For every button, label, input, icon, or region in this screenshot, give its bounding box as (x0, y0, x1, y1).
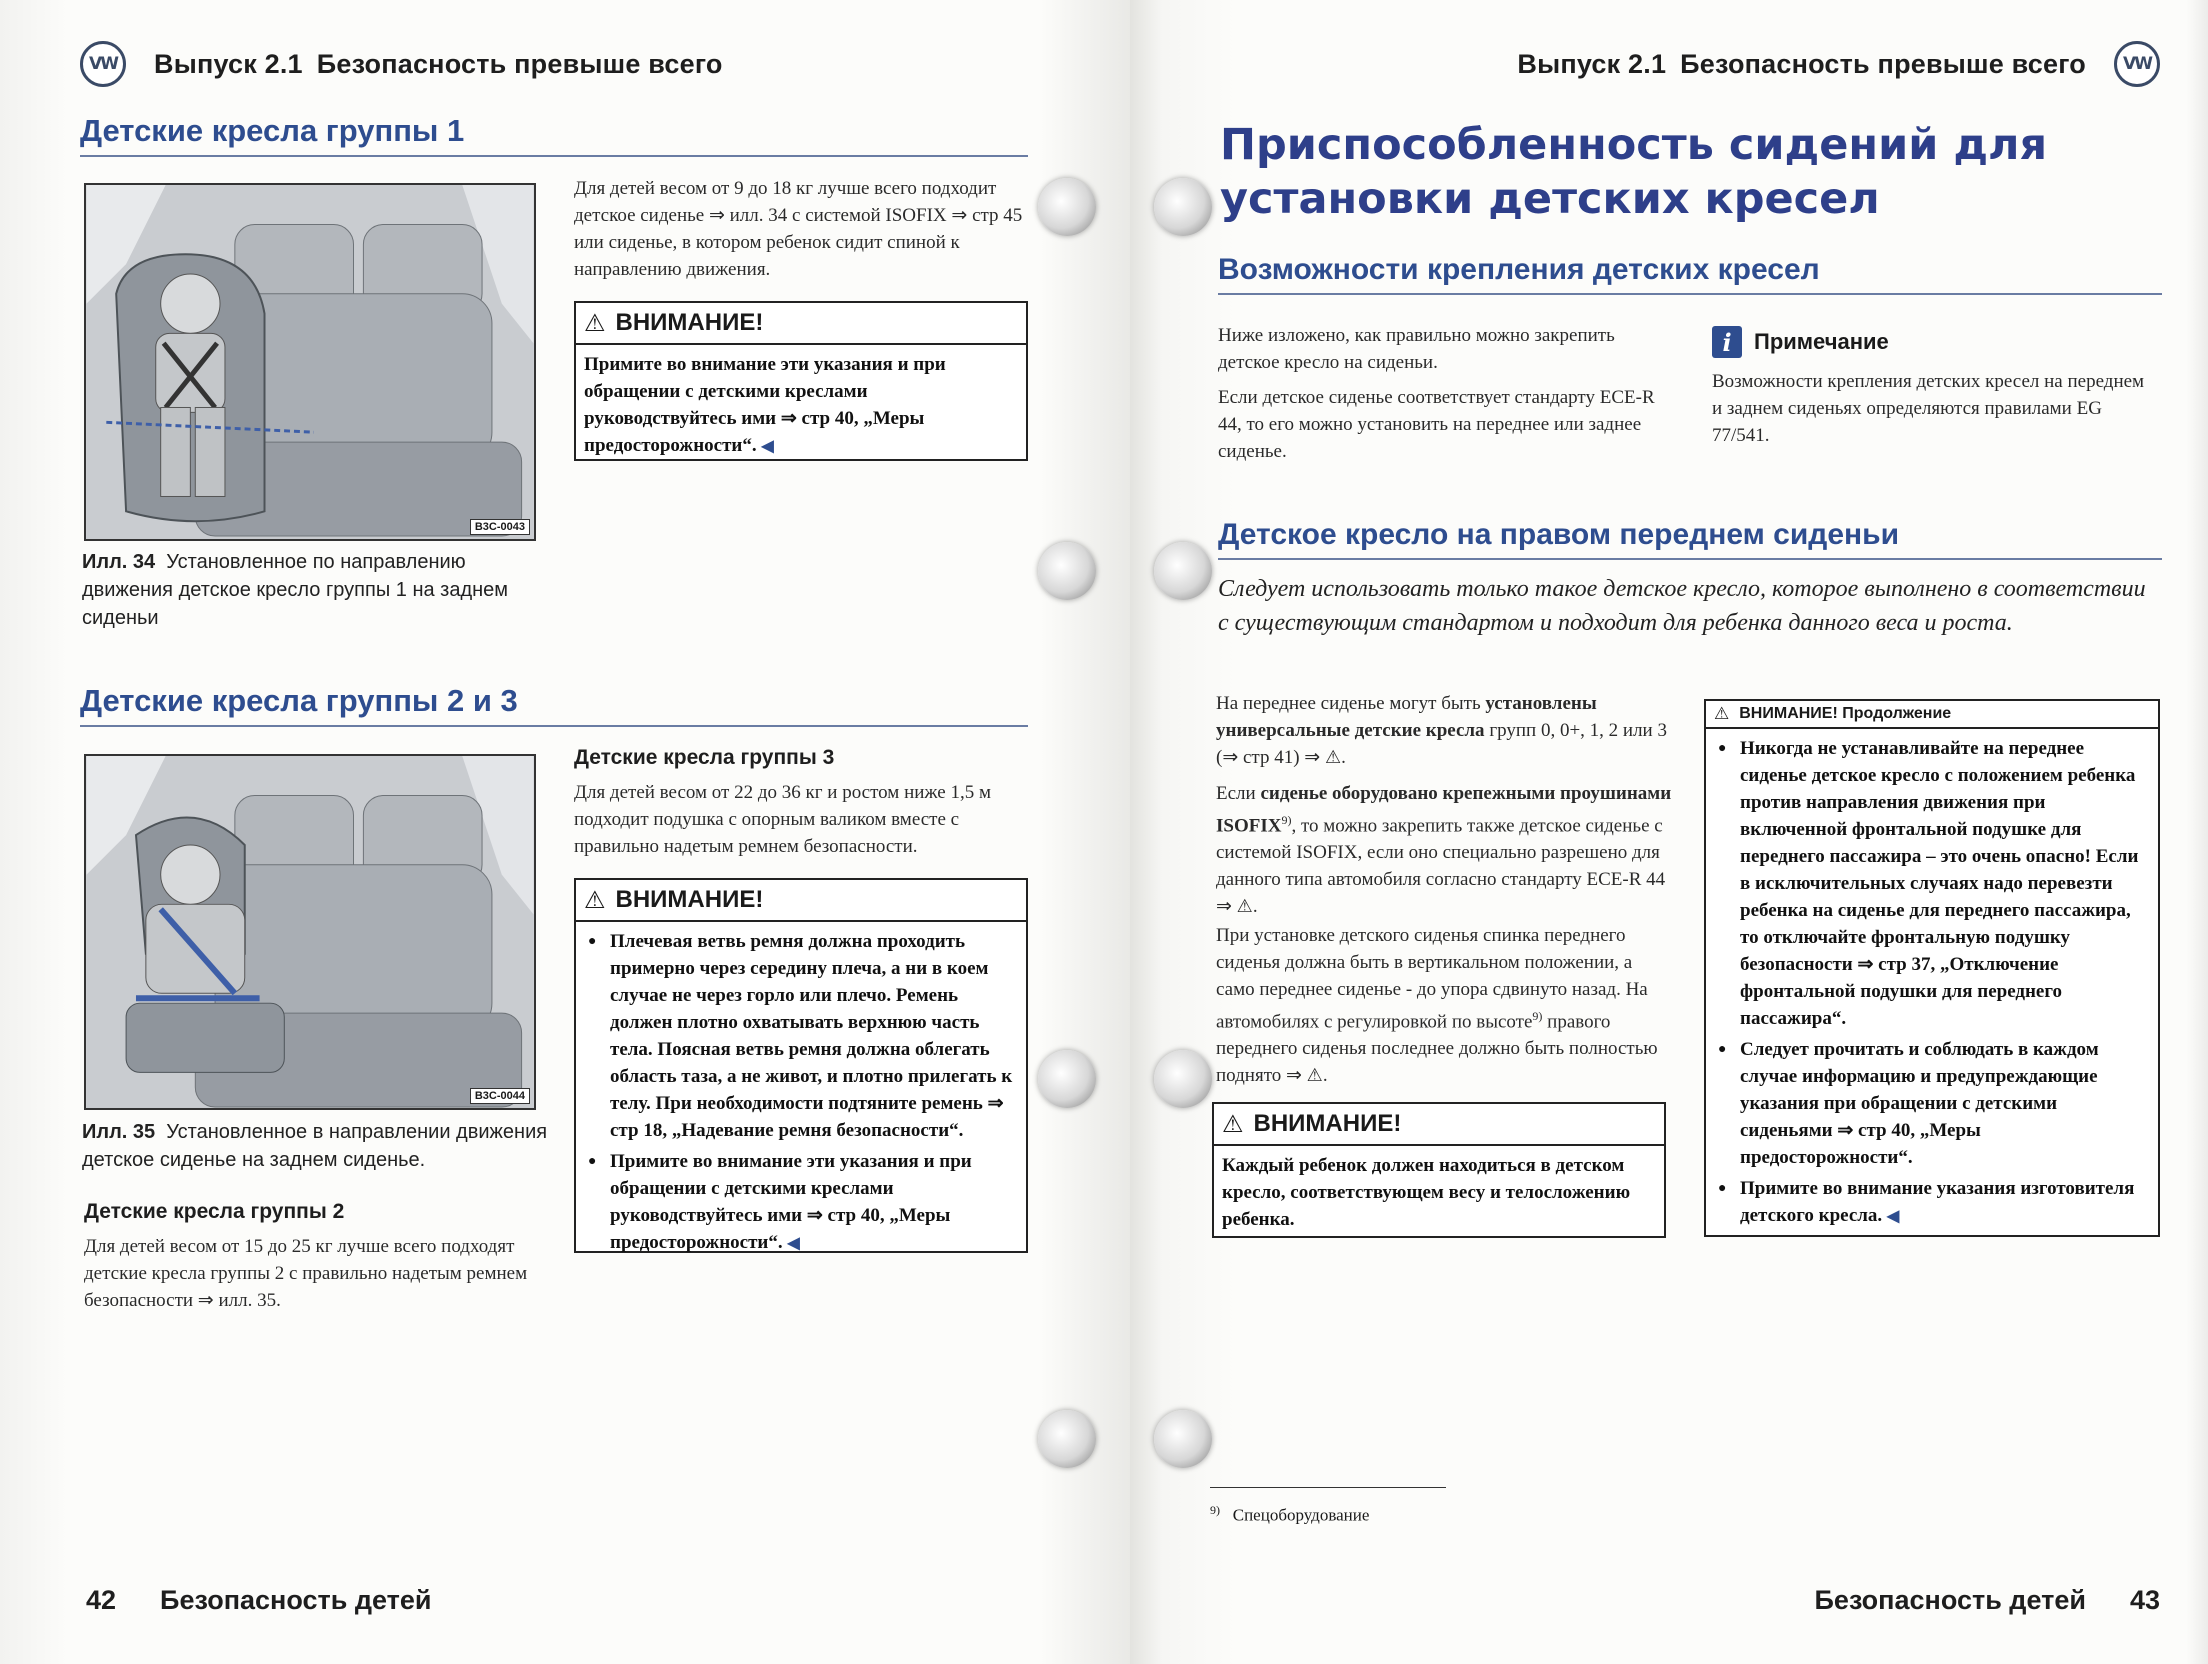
front-seat-p2: Если сиденье оборудовано крепежными проушинами ISOFIX$^{9)}$, то можно закрепить также детское сиденье с системой ISOFIX, если оно специально разрешено для данного типа автомобиля согласно стандарту ECE-R 44 ⇒ ⚠. (1216, 783, 1672, 918)
binder-hole (1038, 542, 1096, 600)
warning-triangle-icon: ⚠ (1222, 1110, 1244, 1138)
group3-text: Для детей весом от 22 до 36 кг и ростом ниже 1,5 м подходит подушка с опорным валиком вместе с правильно надетым ремнем безопасности. (574, 782, 991, 857)
note-text: Возможности крепления детских кресел на переднем и заднем сиденьях определяются правилами EG 77/541. (1712, 371, 2145, 446)
warning-title: ⚠ ВНИМАНИЕ! Продолжение (1706, 701, 2158, 729)
warning-bullet: ● Никогда не устанавливайте на переднее сиденье детское кресло с положением ребенка против направления движения при включенной фронтальной подушке для переднего пассажира – это очень опасно! Если в исключительных случаях надо перевезти ребенка на сиденье для переднего пассажира, то отключайте фронтальную подушку безопасности ⇒ стр 37, „Отключение фронтальной подушки для переднего пассажира“. (1714, 735, 2150, 1032)
warning-triangle-icon: ⚠ (584, 309, 606, 337)
end-mark-icon: ◀ (787, 1235, 800, 1252)
footer-title: Безопасность детей (1814, 1585, 2086, 1615)
vw-logo-icon (2114, 41, 2160, 87)
warning-triangle-icon: ⚠ (1714, 703, 1730, 724)
caption-text: Установленное в направлении движения детское сиденье на заднем сиденье. (82, 1121, 548, 1171)
warning-text: Каждый ребенок должен находиться в детском кресло, соответствующем весу и телосложению ребенка. (1222, 1155, 1631, 1230)
warning-bullet: ● Следует прочитать и соблюдать в каждом случае информацию и предупреждающие указания при обращении с детскими сиденьями ⇒ стр 40, „Меры предосторожности“. (1714, 1036, 2150, 1171)
group2-text: Для детей весом от 15 до 25 кг лучше всего подходят детские кресла группы 2 с правильно надетым ремнем безопасности ⇒ илл. 35. (84, 1236, 528, 1311)
header-chapter: Выпуск 2.1 (1517, 48, 1667, 79)
header-title: Безопасность превыше всего (316, 48, 723, 79)
figure-34-caption (82, 548, 552, 632)
warning-title: ⚠ ВНИМАНИЕ! (1214, 1104, 1664, 1146)
header-title: Безопасность превыше всего (1680, 48, 2086, 79)
warning-title: ⚠ ВНИМАНИЕ! (576, 303, 1026, 345)
mounting-intro: Ниже изложено, как правильно можно закрепить детское кресло на сиденьи. (1218, 325, 1615, 373)
front-seat-p1: На переднее сиденье могут быть установлены универсальные детские кресла групп 0, 0+, 1, 2 или 3 (⇒ стр 41) ⇒ ⚠. (1216, 693, 1667, 768)
group2-heading: Детские кресла группы 2 (84, 1200, 345, 1223)
caption-text: Установленное по направлению движения детское кресло группы 1 на заднем сиденьи (82, 551, 509, 629)
warning-box-front-seat (1212, 1102, 1666, 1238)
warning-text (1706, 729, 2158, 1240)
end-mark-icon: ◀ (761, 438, 774, 455)
footnote: $^{9)}$ Спецоборудование (1210, 1503, 1370, 1525)
warning-box-group23 (574, 878, 1028, 1253)
binder-hole (1154, 542, 1212, 600)
end-mark-icon: ◀ (1886, 1208, 1900, 1225)
page-number: 43 (2129, 1585, 2160, 1615)
group1-text: Для детей весом от 9 до 18 кг лучше всего подходит детское сиденье ⇒ илл. 34 с системой ISOFIX ⇒ стр 45 или сиденье, в котором ребенок сидит спиной к направлению движения. (574, 178, 1023, 280)
note-title: i Примечание (1712, 326, 2152, 358)
binder-hole (1154, 178, 1212, 236)
warning-bullet: ● Плечевая ветвь ремня должна проходить примерно через середину плеча, а ни в коем случае не через горло или плечо. Ремень должен плотно охватывать верхнюю часть тела. Поясная ветвь ремня должна облегать область таза, а не живот, и плотно прилегать к телу. При необходимости подтяните ремень ⇒ стр 18, „Надевание ремня безопасности“. (584, 928, 1018, 1144)
section-title-group23: Детские кресла группы 2 и 3 (80, 683, 1028, 727)
figure-34 (84, 183, 536, 541)
child-seat-group1-illustration (86, 185, 534, 539)
binder-hole (1038, 178, 1096, 236)
warning-bullet: ● Примите во внимание эти указания и при обращении с детскими креслами руководствуйтесь ими ⇒ стр 40, „Меры предосторожности“. ◀ (584, 1148, 1018, 1257)
warning-text: Примите во внимание эти указания и при обращении с детскими креслами руководствуйтесь ими ⇒ стр 40, „Меры предосторожности“. ◀ (584, 354, 946, 456)
warning-triangle-icon: ⚠ (1306, 1065, 1323, 1087)
right-page (1130, 0, 2208, 1664)
warning-triangle-icon: ⚠ (1324, 747, 1342, 768)
warning-text (576, 922, 1026, 1267)
page-number: 42 (86, 1585, 117, 1615)
figure-code: B3C-0044 (470, 1088, 530, 1104)
page-main-title: Приспособленность сидений для установки детских кресел (1220, 120, 2048, 224)
note-box (1712, 326, 2152, 449)
footnote-separator (1210, 1487, 1446, 1488)
binder-hole (1154, 1050, 1212, 1108)
mounting-standard-text: Если детское сиденье соответствует стандарту ECE-R 44, то его можно установить на переднее или заднее сиденье. (1218, 387, 1655, 462)
caption-number: Илл. 34 (82, 551, 156, 573)
section-title-mounting: Возможности крепления детских кресел (1218, 253, 2162, 295)
footer-title: Безопасность детей (160, 1585, 432, 1615)
binder-hole (1038, 1050, 1096, 1108)
caption-number: Илл. 35 (82, 1121, 156, 1143)
section-title-front-seat: Детское кресло на правом переднем сиденьи (1218, 518, 2162, 560)
left-footer (86, 1585, 431, 1616)
warning-box-group1 (574, 301, 1028, 461)
figure-code: B3C-0043 (470, 519, 530, 535)
front-seat-p3: При установке детского сиденья спинка переднего сиденья должна быть в вертикальном положении, а само переднее сиденье - до упора сдвинуто назад. На автомобилях с регулировкой по высоте$^{9)}$ правого переднего сиденья последнее должно быть полностью поднято ⇒ ⚠. (1216, 925, 1658, 1087)
warning-box-continued (1704, 699, 2160, 1237)
header-chapter: Выпуск 2.1 (154, 48, 303, 79)
section-title-group1: Детские кресла группы 1 (80, 113, 1028, 157)
front-seat-lead: Следует использовать только такое детское кресло, которое выполнено в соответствии с существующим стандартом и подходит для ребенка данного веса и роста. (1218, 576, 2146, 636)
group3-heading: Детские кресла группы 3 (574, 746, 835, 769)
right-header (1517, 40, 2160, 88)
figure-35-caption (82, 1118, 552, 1174)
booster-seat-group23-illustration (86, 756, 534, 1108)
vw-logo-icon (80, 41, 126, 87)
binder-hole (1154, 1410, 1212, 1468)
warning-triangle-icon: ⚠ (1236, 896, 1253, 918)
right-footer (1815, 1585, 2160, 1616)
binder-hole (1038, 1410, 1096, 1468)
warning-title: ⚠ ВНИМАНИЕ! (576, 880, 1026, 922)
figure-35 (84, 754, 536, 1110)
info-icon: i (1712, 326, 1742, 358)
warning-triangle-icon: ⚠ (584, 886, 606, 914)
left-header (80, 40, 723, 88)
warning-bullet: ● Примите во внимание указания изготовителя детского кресла. ◀ (1714, 1175, 2150, 1230)
